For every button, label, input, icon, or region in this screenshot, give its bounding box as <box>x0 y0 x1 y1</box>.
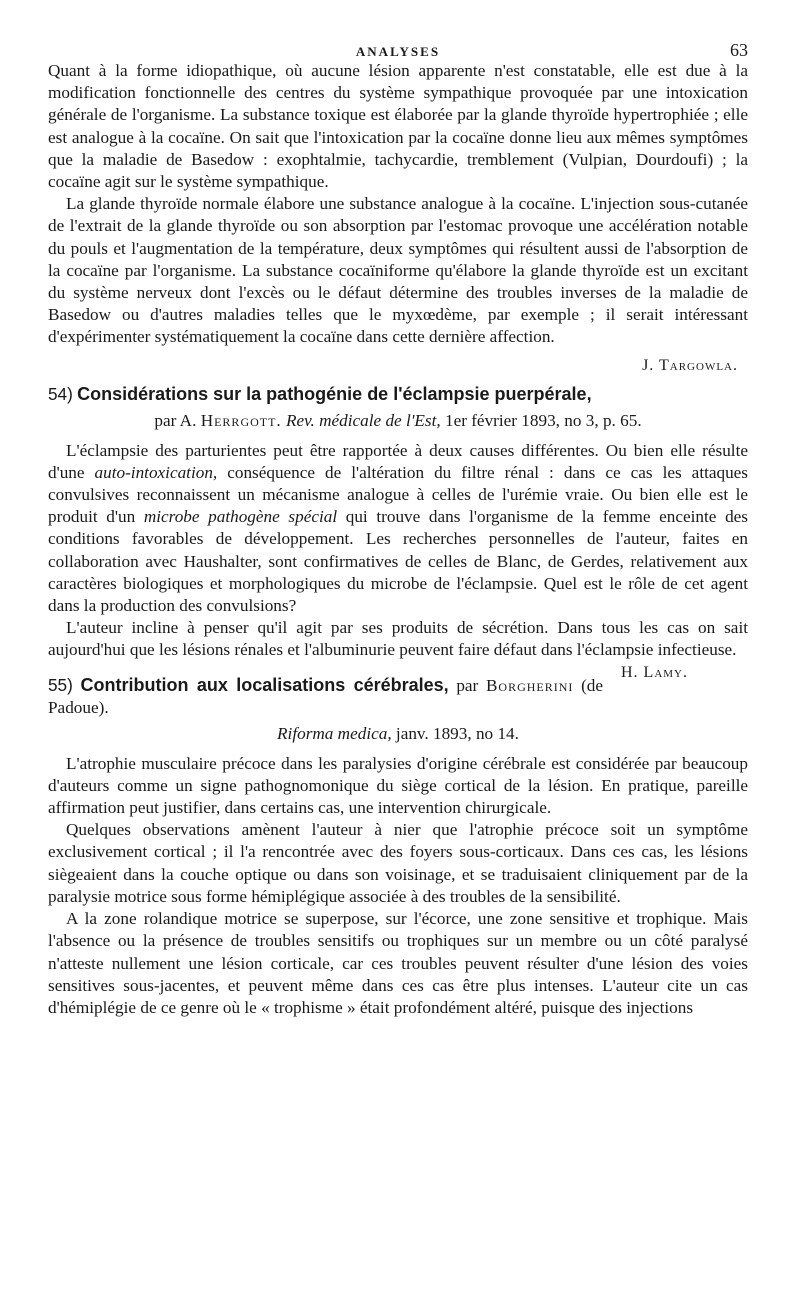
article-54-date: 1er février 1893, no 3, p. 65. <box>444 410 642 430</box>
article-55-author: Borgherini <box>485 675 574 695</box>
article-55-paragraph-2: Quelques observations amènent l'auteur à nier que l'atrophie précoce soit un symptôme exclusivement cortical ; il l'a rencontrée avec des foyers sous-corticaux. Dans ces cas, les lésions siègeaient dans la couche optique ou dans son voisinage, et se traduisaient cliniquement par de la paralysie motrice sous forme hémiplégique associée à des troubles de la sensibilité. <box>48 820 748 906</box>
article-54-byline <box>48 410 748 432</box>
article-55 <box>48 674 748 1019</box>
article-54-p1-part-b: conséquence de l'altération du filtre rénal : dans ce cas les attaques convulsives reconnaissent un mécanisme analogue à celles de l'urémie vraie. Ou bien elle est le produit d'un <box>48 462 748 527</box>
article-54-p1-part-a: L'éclampsie des parturientes peut être rapportée à deux causes différentes. Ou bien elle résulte d'une <box>48 440 748 482</box>
article-55-source <box>48 723 748 745</box>
article-54-number: 54) <box>48 383 73 404</box>
article-54-signature: H. Lamy. <box>621 663 688 681</box>
article-55-byline-prefix: par <box>456 675 479 695</box>
article-54-p2-text: L'auteur incline à penser qu'il agit par ses produits de sécrétion. Dans tous les cas on sait aujourd'hui que les lésions rénales et l'albuminurie peuvent faire défaut dans l'éclampsie infectieuse. <box>48 618 748 660</box>
article-54-p1-part-c: qui trouve dans l'organisme de la femme enceinte des conditions favorables de développement. Les recherches personnelles de l'auteur, faites en collaboration avec Haushalter, sont confirmatives de celles de Blanc, de Gerdes, relativement aux caractères biologiques et morphologiques du microbe de l'éclampsie. Quel est le rôle de cet agent dans la production des convulsions? <box>48 507 748 616</box>
article-54-p1-italic-1: auto-intoxication, <box>94 462 218 482</box>
article-55-paragraph-3: A la zone rolandique motrice se superpose, sur l'écorce, une zone sensitive et trophique. Mais l'absence ou la présence de troubles sensitifs ou trophiques sur un membre ou un côté paralysé n'atteste nullement une lésion corticale, car ces troubles peuvent résulter d'une lésion des voies sensitives sous-jacentes, et peuvent même dans ces cas être plus intenses. L'auteur cite un cas d'hémiplégie de ce genre où le « trophisme » était profondément altéré, puisque des injections <box>48 909 748 1017</box>
article-55-title: Contribution aux localisations cérébrales, <box>80 674 449 695</box>
page-header <box>48 0 748 60</box>
article-54-heading <box>48 383 748 406</box>
article-55-paragraph-1: L'atrophie musculaire précoce dans les paralysies d'origine cérébrale est considérée par beaucoup d'auteurs comme un signe pathognomonique du siège cortical de la lésion. En pratique, pareille affirmation peut justifier, dans certains cas, une intervention chirurgicale. <box>48 753 748 818</box>
article-54-p1-italic-2: microbe pathogène spécial <box>143 507 338 527</box>
intro-paragraph-1: Quant à la forme idiopathique, où aucune lésion apparente n'est constatable, elle est due à la modification fonctionnelle des centres du système sympathique provoquée par une intoxication générale de l'organisme. La substance toxique est élaborée par la glande thyroïde hypertrophiée ; elle est analogue à la cocaïne. On sait que l'intoxication par la cocaïne donne lieu aux mêmes symptômes que la maladie de Basedow : exophtalmie, tachycardie, tremblement (Vulpian, Dourdoufi) ; la cocaïne agit sur le système sympathique. <box>48 61 748 192</box>
article-55-journal: Riforma medica, <box>277 723 392 743</box>
intro-paragraph-2: La glande thyroïde normale élabore une substance analogue à la cocaïne. L'injection sous-cutanée de l'extrait de la glande thyroïde ou son absorption par l'estomac provoque une accélération notable du pouls et l'augmentation de la température, deux symptômes qui résultent aussi de l'absorption de la cocaïne par l'organisme. La substance cocaïniforme qu'élabore la glande thyroïde est un excitant du système nerveux dont l'excès ou le défaut détermine des troubles inverses de la maladie de Basedow ou d'autres maladies telles que le myxœdème, par exemple ; il serait intéressant d'expérimenter systématiquement la cocaïne dans cette dernière affection. <box>48 194 748 347</box>
article-55-number: 55) <box>48 674 73 695</box>
article-54-journal: Rev. médicale de l'Est, <box>286 410 441 430</box>
article-54 <box>48 383 748 681</box>
article-54-paragraph-1 <box>48 440 748 618</box>
intro-signature: J. Targowla. <box>642 356 738 374</box>
article-54-title: Considérations sur la pathogénie de l'éclampsie puerpérale, <box>77 383 592 404</box>
article-54-byline-prefix: par A. <box>154 410 197 430</box>
article-54-author: Herrgott. <box>200 410 282 430</box>
page-number: 63 <box>730 40 748 60</box>
article-55-affiliation: (de Padoue). <box>48 675 604 717</box>
running-title: ANALYSES <box>355 44 441 59</box>
intro-section <box>48 60 748 375</box>
article-54-paragraph-2 <box>48 617 748 681</box>
article-55-date: janv. 1893, no 14. <box>395 723 519 743</box>
